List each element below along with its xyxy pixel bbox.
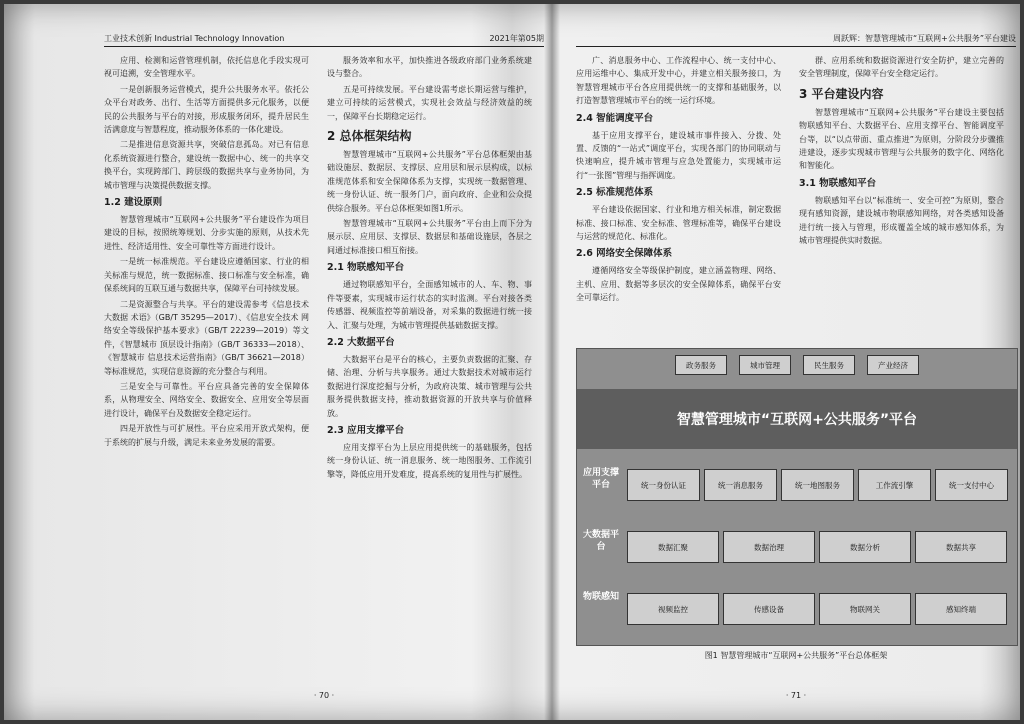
figure-module-box: 传感设备 xyxy=(723,593,815,625)
body-paragraph: 一是统一标准规范。平台建设应遵循国家、行业的相关标准与规范，统一数据标准、接口标准与安全标准，确保系统间的互联互通与数据共享，保障平台可持续发展。 xyxy=(104,257,309,294)
body-paragraph: 智慧管理城市“互联网+公共服务”平台建设作为项目建设的目标，按照统筹规划、分步实施的原则，从技术先进性、经济适用性、安全可靠性等方面进行设计。 xyxy=(104,215,309,251)
subsection-heading: 2.2 大数据平台 xyxy=(327,336,395,348)
subsection-heading: 3.1 物联感知平台 xyxy=(799,177,877,189)
subsection-heading: 2.3 应用支撑平台 xyxy=(327,424,405,436)
body-paragraph: 三是安全与可靠性。平台应具备完善的安全保障体系，从物理安全、网络安全、数据安全、应用安全等层面进行设计，确保平台及数据安全稳定运行。 xyxy=(104,381,309,418)
subsection-heading: 1.2 建设原则 xyxy=(104,197,163,209)
body-paragraph: 二是推进信息资源共享，突破信息孤岛。对已有信息化系统资源进行整合，建设统一数据中心、统一的共享交换平台，实现跨部门、跨层级的数据共享与业务协同，为城市管理与决策提供数据支撑。 xyxy=(104,140,309,190)
figure-module-box: 数据共享 xyxy=(915,531,1007,563)
body-paragraph: 二是资源整合与共享。平台的建设需参考《信息技术 大数据 术语》（GB/T 35295—2017）、《信息安全技术 网络安全等级保护基本要求》（GB/T 22239—2019）等文件，《智慧城市 顶层设计指南》（GB/T 36333—2018）、《智慧城市 信息技术运营指南》（GB/T 36621—2018）等标准规范，实现信息资源的充分整合与利用。 xyxy=(104,299,309,376)
body-paragraph: 平台建设依据国家、行业和地方相关标准，制定数据标准、接口标准、安全标准、管理标准等，确保平台建设与运营的规范化、标准化。 xyxy=(576,205,781,242)
journal-spread xyxy=(4,4,1020,720)
figure-module-box: 感知终端 xyxy=(915,593,1007,625)
figure-module-box: 统一支付中心 xyxy=(935,469,1008,501)
figure-top-tag: 城市管理 xyxy=(739,355,791,375)
left-col-2 xyxy=(327,54,532,654)
figure-banner: 智慧管理城市“互联网+公共服务”平台 xyxy=(577,389,1017,449)
right-col-1 xyxy=(576,54,781,344)
body-paragraph: 群、应用系统和数据资源进行安全防护，建立完善的安全管理制度，保障平台安全稳定运行。 xyxy=(799,56,1004,79)
issue-label: 2021年第05期 xyxy=(489,34,544,43)
figure-module-box: 统一消息服务 xyxy=(704,469,777,501)
figure-module-box: 工作流引擎 xyxy=(858,469,931,501)
page-fold xyxy=(544,4,560,720)
body-paragraph: 五是可持续发展。平台建设需考虑长期运营与维护，建立可持续的运营模式，实现社会效益与经济效益的统一，保障平台长期稳定运行。 xyxy=(327,84,532,121)
subsection-heading: 2.1 物联感知平台 xyxy=(327,262,405,274)
body-paragraph: 应用支撑平台为上层应用提供统一的基础服务，包括统一身份认证、统一消息服务、统一地图服务、工作流引擎等，降低应用开发难度，提高系统的复用性与扩展性。 xyxy=(327,442,532,479)
body-paragraph: 广、消息服务中心、工作流程中心、统一支付中心、应用运维中心、集成开发中心，并建立相关服务接口，为智慧管理城市平台各应用提供统一的支撑和基础服务，以打造智慧管理城市平台的统一运行环境。 xyxy=(576,56,781,106)
figure-top-tag: 民生服务 xyxy=(803,355,855,375)
figure-module-box: 视频监控 xyxy=(627,593,719,625)
body-paragraph: 服务效率和水平，加快推进各级政府部门业务系统建设与整合。 xyxy=(327,56,532,79)
body-paragraph: 智慧管理城市“互联网+公共服务”平台总体框架由基础设施层、数据层、支撑层、应用层和展示层构成，以标准规范体系和安全保障体系为支撑，实现统一数据管理、统一身份认证、统一服务门户，面向政府、企业和公众提供综合服务。平台总体框架如图1所示。 xyxy=(327,150,532,213)
section-heading: 3 平台建设内容 xyxy=(799,86,884,101)
figure-module-box: 统一身份认证 xyxy=(627,469,700,501)
figure-caption: 图1 智慧管理城市“互联网+公共服务”平台总体框架 xyxy=(704,651,888,660)
body-paragraph: 遵循网络安全等级保护制度，建立涵盖物理、网络、主机、应用、数据等多层次的安全保障体系，确保平台安全可靠运行。 xyxy=(576,266,781,303)
figure-module-box: 物联网关 xyxy=(819,593,911,625)
figure-top-tag: 产业经济 xyxy=(867,355,919,375)
body-paragraph: 大数据平台是平台的核心，主要负责数据的汇聚、存储、治理、分析与共享服务。通过大数据技术对城市运行数据进行深度挖掘与分析，为政府决策、城市管理与公共服务提供数据支持，推动数据资源的开放共享与价值释放。 xyxy=(327,354,532,418)
body-paragraph: 通过物联感知平台，全面感知城市的人、车、物、事件等要素，实现城市运行状态的实时监测。平台对接各类传感器、视频监控等前端设备，对采集的数据进行统一接入、汇聚与处理，为城市管理提供基础数据支撑。 xyxy=(327,280,532,330)
right-col-2 xyxy=(799,54,1004,344)
section-heading: 2 总体框架结构 xyxy=(327,129,412,144)
framework-figure xyxy=(576,348,1018,646)
body-paragraph: 基于应用支撑平台，建设城市事件接入、分拨、处置、反馈的“一站式”调度平台，实现各部门的协同联动与快速响应，提升城市管理与应急处置能力，实现城市运行“一张图”管理与指挥调度。 xyxy=(576,130,781,180)
running-head-left xyxy=(104,30,544,47)
body-paragraph: 一是创新服务运营模式，提升公共服务水平。依托公众平台对政务、出行、生活等方面提供多元化服务，以便民的公共服务与平台的对接，形成服务闭环，提升居民生活满意度与智慧程度，推动服务体系的一体化建设。 xyxy=(104,84,309,135)
article-title-head: 周跃辉：智慧管理城市“互联网+公共服务”平台建设 xyxy=(833,34,1016,43)
body-paragraph: 物联感知平台以“标准统一、安全可控”为原则，整合现有感知资源，建设城市物联感知网络，对各类感知设备进行统一接入与管理，形成覆盖全域的城市感知体系，为城市管理提供实时数据。 xyxy=(799,195,1004,246)
figure-layer-label: 应用支撑平台 xyxy=(583,468,620,490)
subsection-heading: 2.4 智能调度平台 xyxy=(576,112,654,124)
subsection-heading: 2.6 网络安全保障体系 xyxy=(576,248,673,260)
journal-name: 工业技术创新 Industrial Technology Innovation xyxy=(104,34,285,43)
subsection-heading: 2.5 标准规范体系 xyxy=(576,187,654,199)
figure-layer-label: 大数据平台 xyxy=(583,530,620,552)
page-number-right: · 71 · xyxy=(785,691,807,700)
left-col-1 xyxy=(104,54,309,654)
figure-top-tag: 政务服务 xyxy=(675,355,727,375)
figure-top-tags xyxy=(577,355,1017,375)
figure-module-box: 数据治理 xyxy=(723,531,815,563)
right-page xyxy=(576,30,1016,700)
running-head-right xyxy=(576,30,1016,47)
figure-module-box: 数据汇聚 xyxy=(627,531,719,563)
body-paragraph: 智慧管理城市“互联网+公共服务”平台由上而下分为展示层、应用层、支撑层、数据层和基础设施层，各层之间通过标准接口相互衔接。 xyxy=(327,219,532,255)
left-page xyxy=(104,30,544,700)
figure-module-box: 统一地图服务 xyxy=(781,469,854,501)
body-paragraph: 四是开放性与可扩展性。平台应采用开放式架构，便于系统的扩展与升级，满足未来业务发展的需要。 xyxy=(104,424,309,447)
body-paragraph: 智慧管理城市“互联网+公共服务”平台建设主要包括物联感知平台、大数据平台、应用支撑平台、智能调度平台等，以“以点带面、重点推进”为原则，分阶段分步骤推进建设，逐步实现城市管理与公共服务的数字化、网络化和智能化。 xyxy=(799,107,1004,171)
figure-layer-label: 物联感知 xyxy=(583,592,620,602)
body-paragraph: 应用、检测和运营管理机制，依托信息化手段实现可视可追溯，安全管理水平。 xyxy=(104,56,309,79)
figure-module-box: 数据分析 xyxy=(819,531,911,563)
page-number-left: · 70 · xyxy=(313,691,335,700)
